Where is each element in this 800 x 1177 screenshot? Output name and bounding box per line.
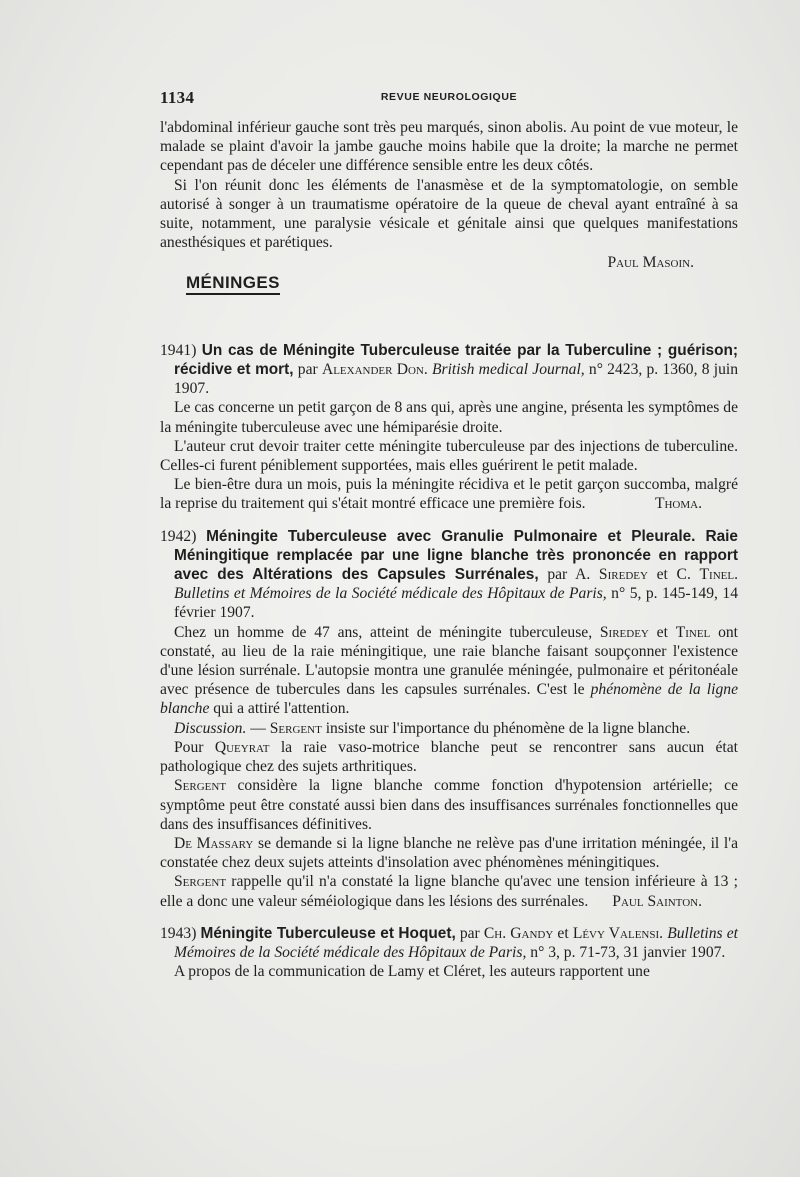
entry-1942-paragraph-1 xyxy=(160,623,738,719)
entry-author-1: Siredey xyxy=(598,566,648,584)
em-dash: — xyxy=(250,719,266,737)
text-run: rappelle qu'il n'a constaté la ligne blanche qu'avec une tension inférieure à 13 ; elle a donc une valeur séméiologique dans les lésions des surrénales. xyxy=(160,873,738,910)
intro-signature: Paul Masoin. xyxy=(607,254,694,272)
author-name: Sergent xyxy=(269,719,322,737)
entry-number: 1943) xyxy=(160,924,197,942)
entry-1943-heading xyxy=(160,924,738,962)
author-name: Sergent xyxy=(174,873,227,891)
text-run: se demande si la ligne blanche ne relève pas d'une irritation méningée, il l'a constatée chez deux sujets atteints d'insolation avec phénomènes méningitiques. xyxy=(160,834,738,872)
entry-title: Méningite Tuberculeuse avec Granulie Pulmonaire et Pleurale. Raie Méningitique remplacée par une ligne blanche très prononcée en rapport avec des Altérations des Capsules Surrénales, xyxy=(174,527,738,584)
entry-1942-paragraph-6 xyxy=(160,872,738,910)
author-name: De Massary xyxy=(174,834,254,852)
entry-journal: British medical Journal, xyxy=(432,361,585,379)
entry-1941-heading xyxy=(160,341,738,399)
entry-1942-signature: Paul Sainton. xyxy=(612,892,702,910)
text-run: et xyxy=(656,623,668,641)
entry-1942-paragraph-4 xyxy=(160,776,738,834)
text-run: Chez un homme de 47 ans, atteint de méningite tuberculeuse, xyxy=(174,623,593,641)
text-run: insiste sur l'importance du phénomène de la ligne blanche. xyxy=(325,719,691,737)
entry-1942-paragraph-3 xyxy=(160,738,738,776)
entry-journal: Bulletins et Mémoires de la Société médicale des Hôpitaux de Paris, xyxy=(174,924,738,961)
entry-1943-paragraph-1: A propos de la communication de Lamy et Cléret, les auteurs rapportent une xyxy=(174,963,650,981)
entry-reference: n° 5, p. 145-149, 14 février 1907. xyxy=(174,585,738,622)
entry-author-2: Lévy Valensi. xyxy=(572,924,664,942)
entry-1942-heading xyxy=(160,527,738,623)
author-name: Queyrat xyxy=(214,738,270,756)
emphasis: phénomène de la ligne blanche xyxy=(160,681,738,718)
entry-by: par xyxy=(297,361,318,379)
journal-title: REVUE NEUROLOGIQUE xyxy=(380,91,518,103)
entry-1942-paragraph-2 xyxy=(160,719,738,738)
entry-1943 xyxy=(160,924,738,982)
running-head xyxy=(160,88,738,108)
entry-1941-paragraph-1: Le cas concerne un petit garçon de 8 ans qui, après une angine, présenta les symptômes de la méningite tuberculeuse avec une hémiparésie droite. xyxy=(160,399,738,436)
entry-author-1: Ch. Gandy xyxy=(483,924,554,942)
entry-reference: n° 3, p. 71-73, 31 janvier 1907. xyxy=(530,943,726,961)
entry-journal: Bulletins et Mémoires de la Société médicale des Hôpitaux de Paris, xyxy=(174,585,607,603)
entry-by: par xyxy=(459,924,480,942)
intro-paragraph-2: Si l'on réunit donc les éléments de l'anasmèse et de la symptomatologie, on semble autorisé à songer à un traumatisme opératoire de la queue de cheval ayant entraîné à sa suite, notamment, une paralysie vésicale et génitale ainsi que quelques manifestations anesthésiques et parétiques. xyxy=(160,176,738,252)
text-run: qui a attiré l'attention. xyxy=(213,700,350,718)
entry-number: 1942) xyxy=(160,527,197,545)
entry-1941-signature: Thoma. xyxy=(654,495,702,513)
discussion-label: Discussion. xyxy=(174,719,247,737)
text-run: Pour xyxy=(174,738,204,756)
entry-and: et xyxy=(557,924,569,942)
entry-1941-p3-text: Le bien-être dura un mois, puis la méningite récidiva et le petit garçon succomba, malgré la reprise du traitement qui s'était montré efficace une première fois. xyxy=(160,476,738,513)
entry-and: et C. xyxy=(656,566,691,584)
page-number: 1134 xyxy=(160,88,195,107)
section-heading: MÉNINGES xyxy=(186,273,280,295)
entry-1942 xyxy=(160,527,738,911)
entry-1941 xyxy=(160,341,738,514)
intro-paragraph-1: l'abdominal inférieur gauche sont très peu marqués, sinon abolis. Au point de vue moteur, le malade se plaint d'avoir la jambe gauche moins habile que la droite; la marche ne permet cependant pas de déceler une différence sensible entre les deux côtés. xyxy=(160,119,738,175)
spacer xyxy=(160,911,738,918)
text-run: considère la ligne blanche comme fonction d'hypotension artérielle; ce symptôme peut être constaté aussi bien dans des insuffisances surrénales fonctionnelles que dans des insuffisances définitives. xyxy=(160,777,738,833)
author-name: Siredey xyxy=(599,623,649,641)
entry-title: Méningite Tuberculeuse et Hoquet, xyxy=(200,924,456,942)
entry-reference: n° 2423, p. 1360, 8 juin 1907. xyxy=(174,361,739,398)
entry-1941-paragraph-3 xyxy=(160,475,738,513)
author-name: Sergent xyxy=(174,777,227,795)
entry-author-2: Tinel. xyxy=(699,566,739,584)
author-name: Tinel xyxy=(675,623,711,641)
entry-number: 1941) xyxy=(160,341,197,359)
entry-by: par A. xyxy=(547,566,591,584)
text-run: ont constaté, au lieu de la raie méningitique, une raie blanche faisant soupçonner l'existence d'une lésion surrénale. L'autopsie montra une granulée méningée, pulmonaire et péritonéale avec présence de tubercules dans les capsules surrénales. C'est le xyxy=(160,623,738,699)
entry-title: Un cas de Méningite Tuberculeuse traitée par la Tuberculine ; guérison; récidive et mort, xyxy=(174,341,739,379)
spacer xyxy=(160,514,738,521)
article-body xyxy=(160,118,738,981)
entry-1941-paragraph-2: L'auteur crut devoir traiter cette méningite tuberculeuse par des injections de tuberculine. Celles-ci furent péniblement supportées, mais elles guérirent le petit malade. xyxy=(160,437,738,475)
entry-author: Alexander Don. xyxy=(321,361,428,379)
text-run: la raie vaso-motrice blanche peut se rencontrer sans aucun état pathologique chez des sujets arthritiques. xyxy=(160,738,738,776)
entry-1942-paragraph-5 xyxy=(160,834,738,872)
